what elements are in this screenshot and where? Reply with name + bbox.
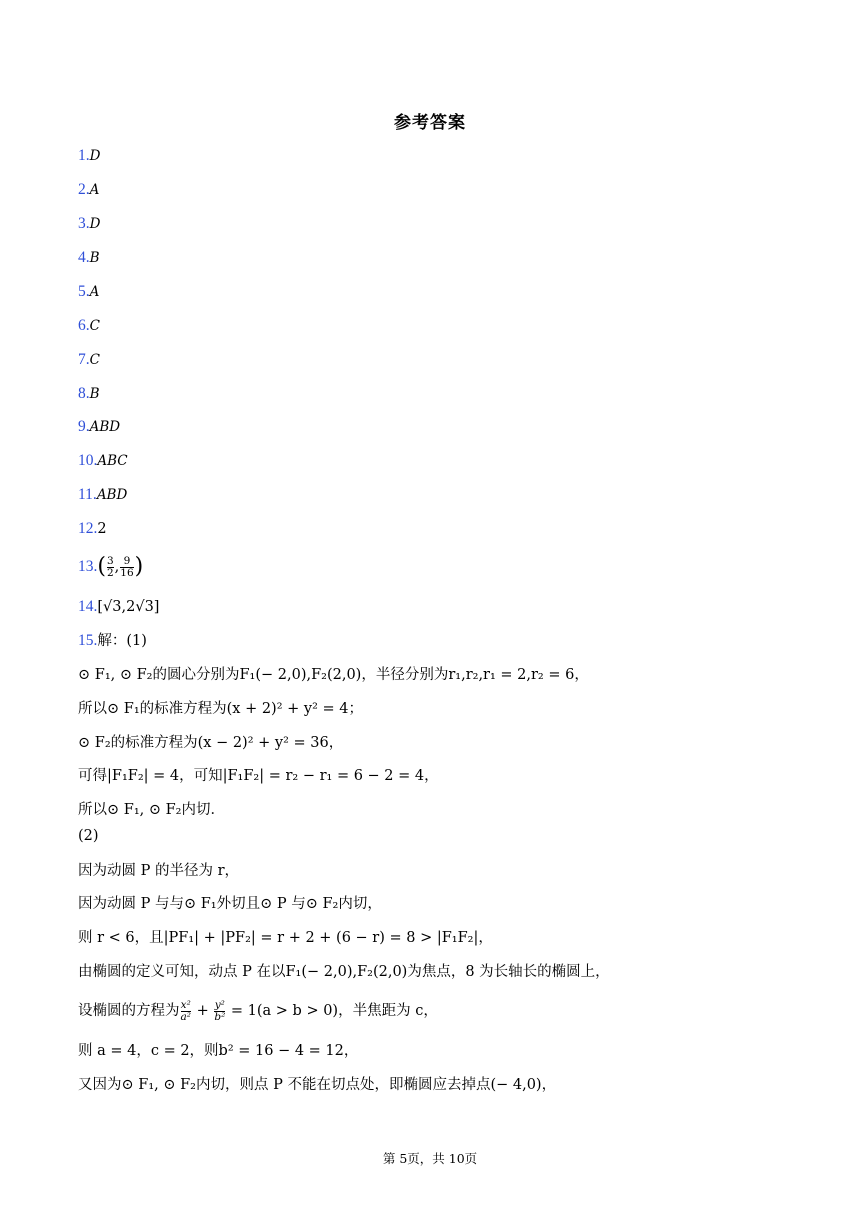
ellipse-text-post: = 1(a > b > 0)，半焦距为 c， bbox=[226, 1003, 438, 1019]
question-number: 12. bbox=[78, 520, 98, 537]
page-footer: 第 5页，共 10页 bbox=[382, 1151, 478, 1166]
answer-value: ABC bbox=[97, 453, 128, 469]
question-number: 15. bbox=[78, 632, 98, 649]
question-number: 13. bbox=[78, 558, 98, 575]
answer-row bbox=[78, 180, 99, 200]
comma: , bbox=[114, 559, 120, 575]
solution-line: 可得|F₁F₂| = 4，可知|F₁F₂| = r₂ − r₁ = 6 − 2 = 4， bbox=[78, 768, 439, 784]
solution-line: 所以⊙ F₁, ⊙ F₂内切． bbox=[78, 802, 225, 818]
answer-row bbox=[78, 451, 128, 471]
question-number: 7. bbox=[78, 351, 90, 368]
solution-line bbox=[78, 996, 438, 1026]
solution-line: 则 r < 6，且|PF₁| + |PF₂| = r + 2 + (6 − r) = 8 > |F₁F₂|， bbox=[78, 930, 493, 946]
fraction: $\frac{\text{x²}}{\text{a²}}$ bbox=[180, 998, 191, 1023]
solution-line: 又因为⊙ F₁, ⊙ F₂内切，则点 P 不能在切点处，即椭圆应去掉点(− 4,0)， bbox=[78, 1077, 557, 1093]
solution-line: 所以⊙ F₁的标准方程为(x + 2)² + y² = 4； bbox=[78, 701, 363, 717]
close-paren: ) bbox=[134, 554, 144, 579]
question-number: 3. bbox=[78, 215, 90, 232]
answer-value: D bbox=[89, 216, 101, 232]
answer-value: C bbox=[89, 352, 100, 368]
solution-line: 则 a = 4，c = 2，则b² = 16 − 4 = 12， bbox=[78, 1043, 359, 1059]
ellipse-text-pre: 设椭圆的方程为 bbox=[78, 1003, 180, 1019]
fraction: $\frac{\text{y²}}{\text{b²}}$ bbox=[214, 998, 226, 1023]
answer-value: A bbox=[89, 182, 100, 198]
answer-row bbox=[78, 597, 159, 617]
question-number: 6. bbox=[78, 317, 90, 334]
solution-line: ⊙ F₂的标准方程为(x − 2)² + y² = 36， bbox=[78, 735, 344, 751]
solution-line: 因为动圆 P 的半径为 r， bbox=[78, 863, 240, 879]
answer-value: C bbox=[89, 318, 100, 334]
answer-value: [√3,2√3] bbox=[97, 599, 160, 615]
solution-line: 由椭圆的定义可知，动点 P 在以F₁(− 2,0),F₂(2,0)为焦点，8 为长轴长的椭圆上， bbox=[78, 964, 610, 980]
fraction bbox=[107, 556, 114, 579]
answer-row bbox=[78, 316, 100, 336]
fraction-numerator: 9 bbox=[123, 554, 131, 567]
page-title: 参考答案 bbox=[394, 113, 466, 133]
question-number: 1. bbox=[78, 147, 90, 164]
question-number: 10. bbox=[78, 452, 98, 469]
answer-value: 2 bbox=[97, 521, 107, 537]
solution-heading: 解：(1) bbox=[97, 633, 147, 649]
answer-value: B bbox=[89, 386, 100, 402]
fraction-numerator: 3 bbox=[106, 554, 114, 567]
question-number: 8. bbox=[78, 385, 90, 402]
answer-row bbox=[78, 552, 143, 582]
question-number: 5. bbox=[78, 283, 90, 300]
question-number: 9. bbox=[78, 418, 90, 435]
question-number: 4. bbox=[78, 249, 90, 266]
answer-row bbox=[78, 146, 100, 166]
solution-line: (2) bbox=[78, 828, 99, 844]
question-number: 14. bbox=[78, 598, 98, 615]
answer-value: ABD bbox=[89, 419, 121, 435]
fraction bbox=[120, 556, 133, 579]
solution-line: 因为动圆 P 与与⊙ F₁外切且⊙ P 与⊙ F₂内切， bbox=[78, 896, 382, 912]
answer-row bbox=[78, 417, 120, 437]
answer-row bbox=[78, 282, 99, 302]
answer-value: A bbox=[89, 284, 100, 300]
fraction-denominator: 2 bbox=[106, 566, 114, 579]
answer-value: D bbox=[89, 148, 101, 164]
solution-line: ⊙ F₁, ⊙ F₂的圆心分别为F₁(− 2,0),F₂(2,0)，半径分别为r₁,r₂,r₁ = 2,r₂ = 6， bbox=[78, 667, 589, 683]
answer-value: ABD bbox=[96, 487, 128, 503]
answer-row bbox=[78, 384, 100, 404]
answer-value: B bbox=[89, 250, 100, 266]
answer-row bbox=[78, 485, 127, 505]
answer-row bbox=[78, 248, 100, 268]
answer-row bbox=[78, 631, 147, 651]
question-number: 2. bbox=[78, 181, 90, 198]
answer-row bbox=[78, 350, 100, 370]
plus-sign: + bbox=[191, 1003, 214, 1019]
open-paren: ( bbox=[97, 554, 106, 579]
fraction-denominator: 16 bbox=[120, 566, 134, 579]
question-number: 11. bbox=[78, 486, 97, 503]
answer-row bbox=[78, 214, 100, 234]
answer-row bbox=[78, 519, 107, 539]
